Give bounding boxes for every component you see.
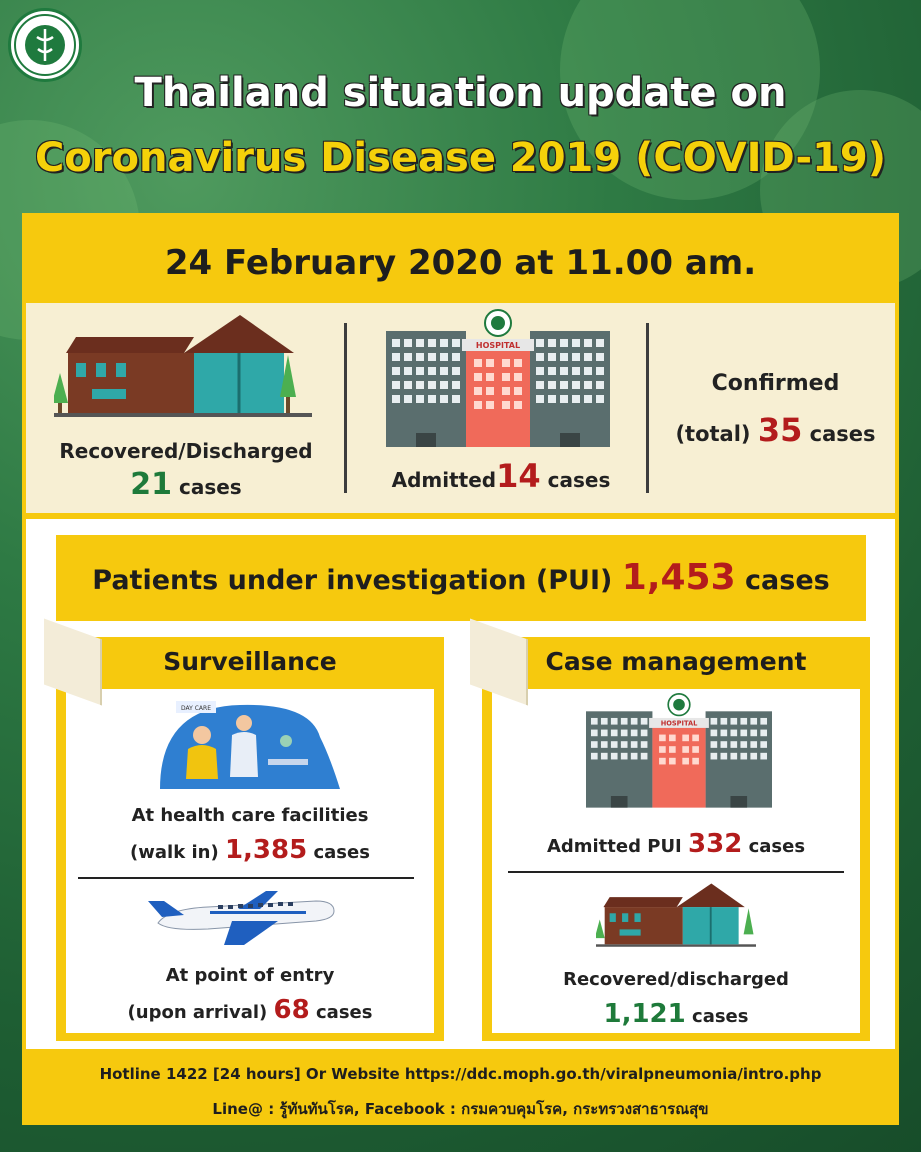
admitted-pui-stat — [492, 829, 860, 859]
separator — [508, 871, 844, 873]
footer-hotline: Hotline 1422 [24 hours] Or Website https://ddc.moph.go.th/viralpneumonia/intro.php — [99, 1065, 822, 1083]
recovered-label: Recovered/Discharged — [59, 439, 313, 463]
entry-prefix: (upon arrival) — [127, 1002, 268, 1023]
details-area — [26, 519, 895, 1049]
title-line-2: Coronavirus Disease 2019 (COVID-19) — [34, 135, 887, 181]
case-management-card — [482, 637, 870, 1041]
admitted-unit: cases — [547, 468, 611, 492]
admitted-value: 14 — [496, 457, 541, 495]
admitted-stat — [356, 457, 646, 495]
entry-label: At point of entry — [165, 965, 335, 986]
admitted-label: Admitted — [391, 468, 497, 492]
divider — [646, 323, 649, 493]
hospital-sign: HOSPITAL — [475, 341, 521, 350]
facilities-unit: cases — [313, 842, 370, 863]
facilities-value: 1,385 — [224, 835, 308, 865]
facilities-prefix: (walk in) — [130, 842, 219, 863]
house-icon — [596, 879, 756, 955]
confirmed-stat — [656, 411, 895, 449]
house-icon — [54, 313, 312, 425]
airplane-icon — [148, 883, 338, 947]
hospital-icon — [586, 693, 772, 811]
pui-label: Patients under investigation (PUI) — [92, 565, 613, 596]
pui-unit: cases — [745, 565, 830, 596]
title-line-1: Thailand situation update on — [134, 70, 787, 116]
case-management-content — [492, 689, 860, 1033]
report-date: 24 February 2020 at 11.00 am. — [164, 243, 757, 283]
recovered-stat — [26, 467, 346, 502]
recovered-unit: cases — [178, 475, 242, 499]
divider — [344, 323, 347, 493]
facilities-stat — [66, 835, 434, 865]
surveillance-card — [56, 637, 444, 1041]
hospital-sign: HOSPITAL — [660, 719, 698, 728]
main-panel — [22, 213, 899, 1125]
corner-tab — [44, 618, 102, 705]
recovered-discharged-label: Recovered/discharged — [563, 969, 789, 990]
corner-tab — [470, 618, 528, 705]
admitted-pui-value: 332 — [688, 829, 743, 859]
admitted-pui-label: Admitted PUI — [546, 836, 682, 857]
recovered-discharged-stat — [492, 999, 860, 1029]
confirmed-label: Confirmed — [711, 371, 840, 396]
pui-value: 1,453 — [621, 557, 736, 598]
recovered-discharged-value: 1,121 — [603, 999, 686, 1029]
ministry-seal-icon — [11, 11, 79, 79]
recovered-discharged-unit: cases — [692, 1006, 749, 1027]
confirmed-prefix: (total) — [675, 422, 751, 446]
admitted-pui-unit: cases — [748, 836, 806, 857]
surveillance-title: Surveillance — [163, 647, 337, 676]
recovered-value: 21 — [130, 467, 173, 502]
pui-banner — [56, 535, 866, 621]
confirmed-value: 35 — [757, 411, 803, 449]
footer-social: Line@ : รู้ทันทันโรค, Facebook : กรมควบคุมโรค, กระทรวงสาธารณสุข — [212, 1100, 709, 1118]
surveillance-content — [66, 689, 434, 1033]
daycare-sign: DAY CARE — [181, 705, 211, 712]
separator — [78, 877, 414, 879]
facilities-label: At health care facilities — [131, 805, 369, 826]
stats-strip — [26, 303, 895, 513]
entry-value: 68 — [273, 995, 310, 1025]
confirmed-unit: cases — [809, 422, 876, 446]
hospital-icon — [386, 309, 610, 451]
entry-unit: cases — [316, 1002, 373, 1023]
case-management-title: Case management — [545, 647, 807, 676]
doctor-patient-icon — [160, 697, 340, 789]
entry-stat — [66, 995, 434, 1025]
